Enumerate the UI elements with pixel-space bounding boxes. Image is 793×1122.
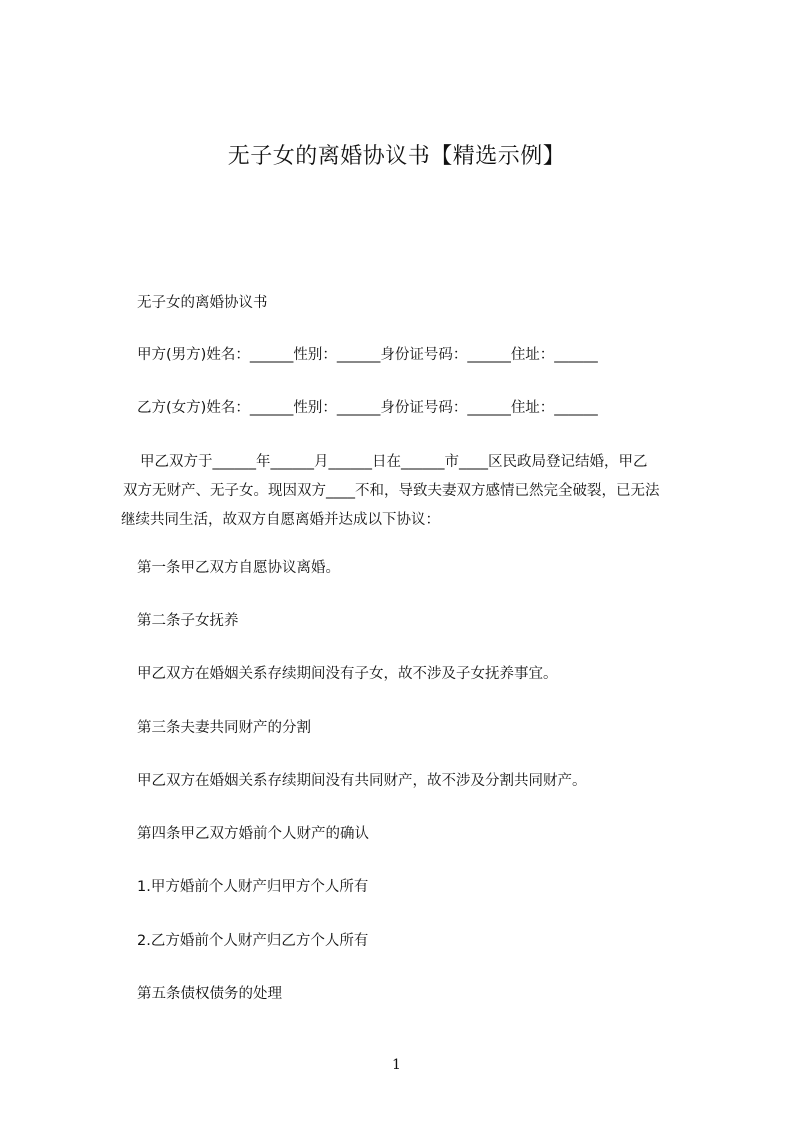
- article-4-item-2: 2.乙方婚前个人财产归乙方个人所有: [137, 933, 369, 949]
- intro-line-3: 继续共同生活，故双方自愿离婚并达成以下协议：: [121, 512, 440, 528]
- party-b-info: 乙方(女方)姓名：______性别：______身份证号码：______住址：______: [137, 400, 598, 416]
- page-number: 1: [392, 1057, 401, 1073]
- document-heading: 无子女的离婚协议书: [137, 295, 268, 311]
- article-4-item-1: 1.甲方婚前个人财产归甲方个人所有: [137, 879, 369, 895]
- document-title: 无子女的离婚协议书【精选示例】: [227, 144, 566, 169]
- article-4-title: 第四条甲乙双方婚前个人财产的确认: [137, 826, 369, 842]
- article-2-title: 第二条子女抚养: [137, 613, 239, 629]
- article-1: 第一条甲乙双方自愿协议离婚。: [137, 560, 340, 576]
- article-5-title: 第五条债权债务的处理: [137, 986, 282, 1002]
- intro-line-2: 双方无财产、无子女。现因双方____不和，导致夫妻双方感情已然完全破裂，已无法: [123, 483, 660, 499]
- article-3-body: 甲乙双方在婚姻关系存续期间没有共同财产，故不涉及分割共同财产。: [137, 773, 587, 789]
- article-2-body: 甲乙双方在婚姻关系存续期间没有子女，故不涉及子女抚养事宜。: [137, 666, 558, 682]
- party-a-info: 甲方(男方)姓名：______性别：______身份证号码：______住址：______: [137, 347, 598, 363]
- intro-paragraph: [121, 448, 706, 535]
- intro-line-1: 甲乙双方于______年______月______日在______市____区民政局登记结婚，甲乙: [140, 454, 648, 470]
- article-3-title: 第三条夫妻共同财产的分割: [137, 720, 311, 736]
